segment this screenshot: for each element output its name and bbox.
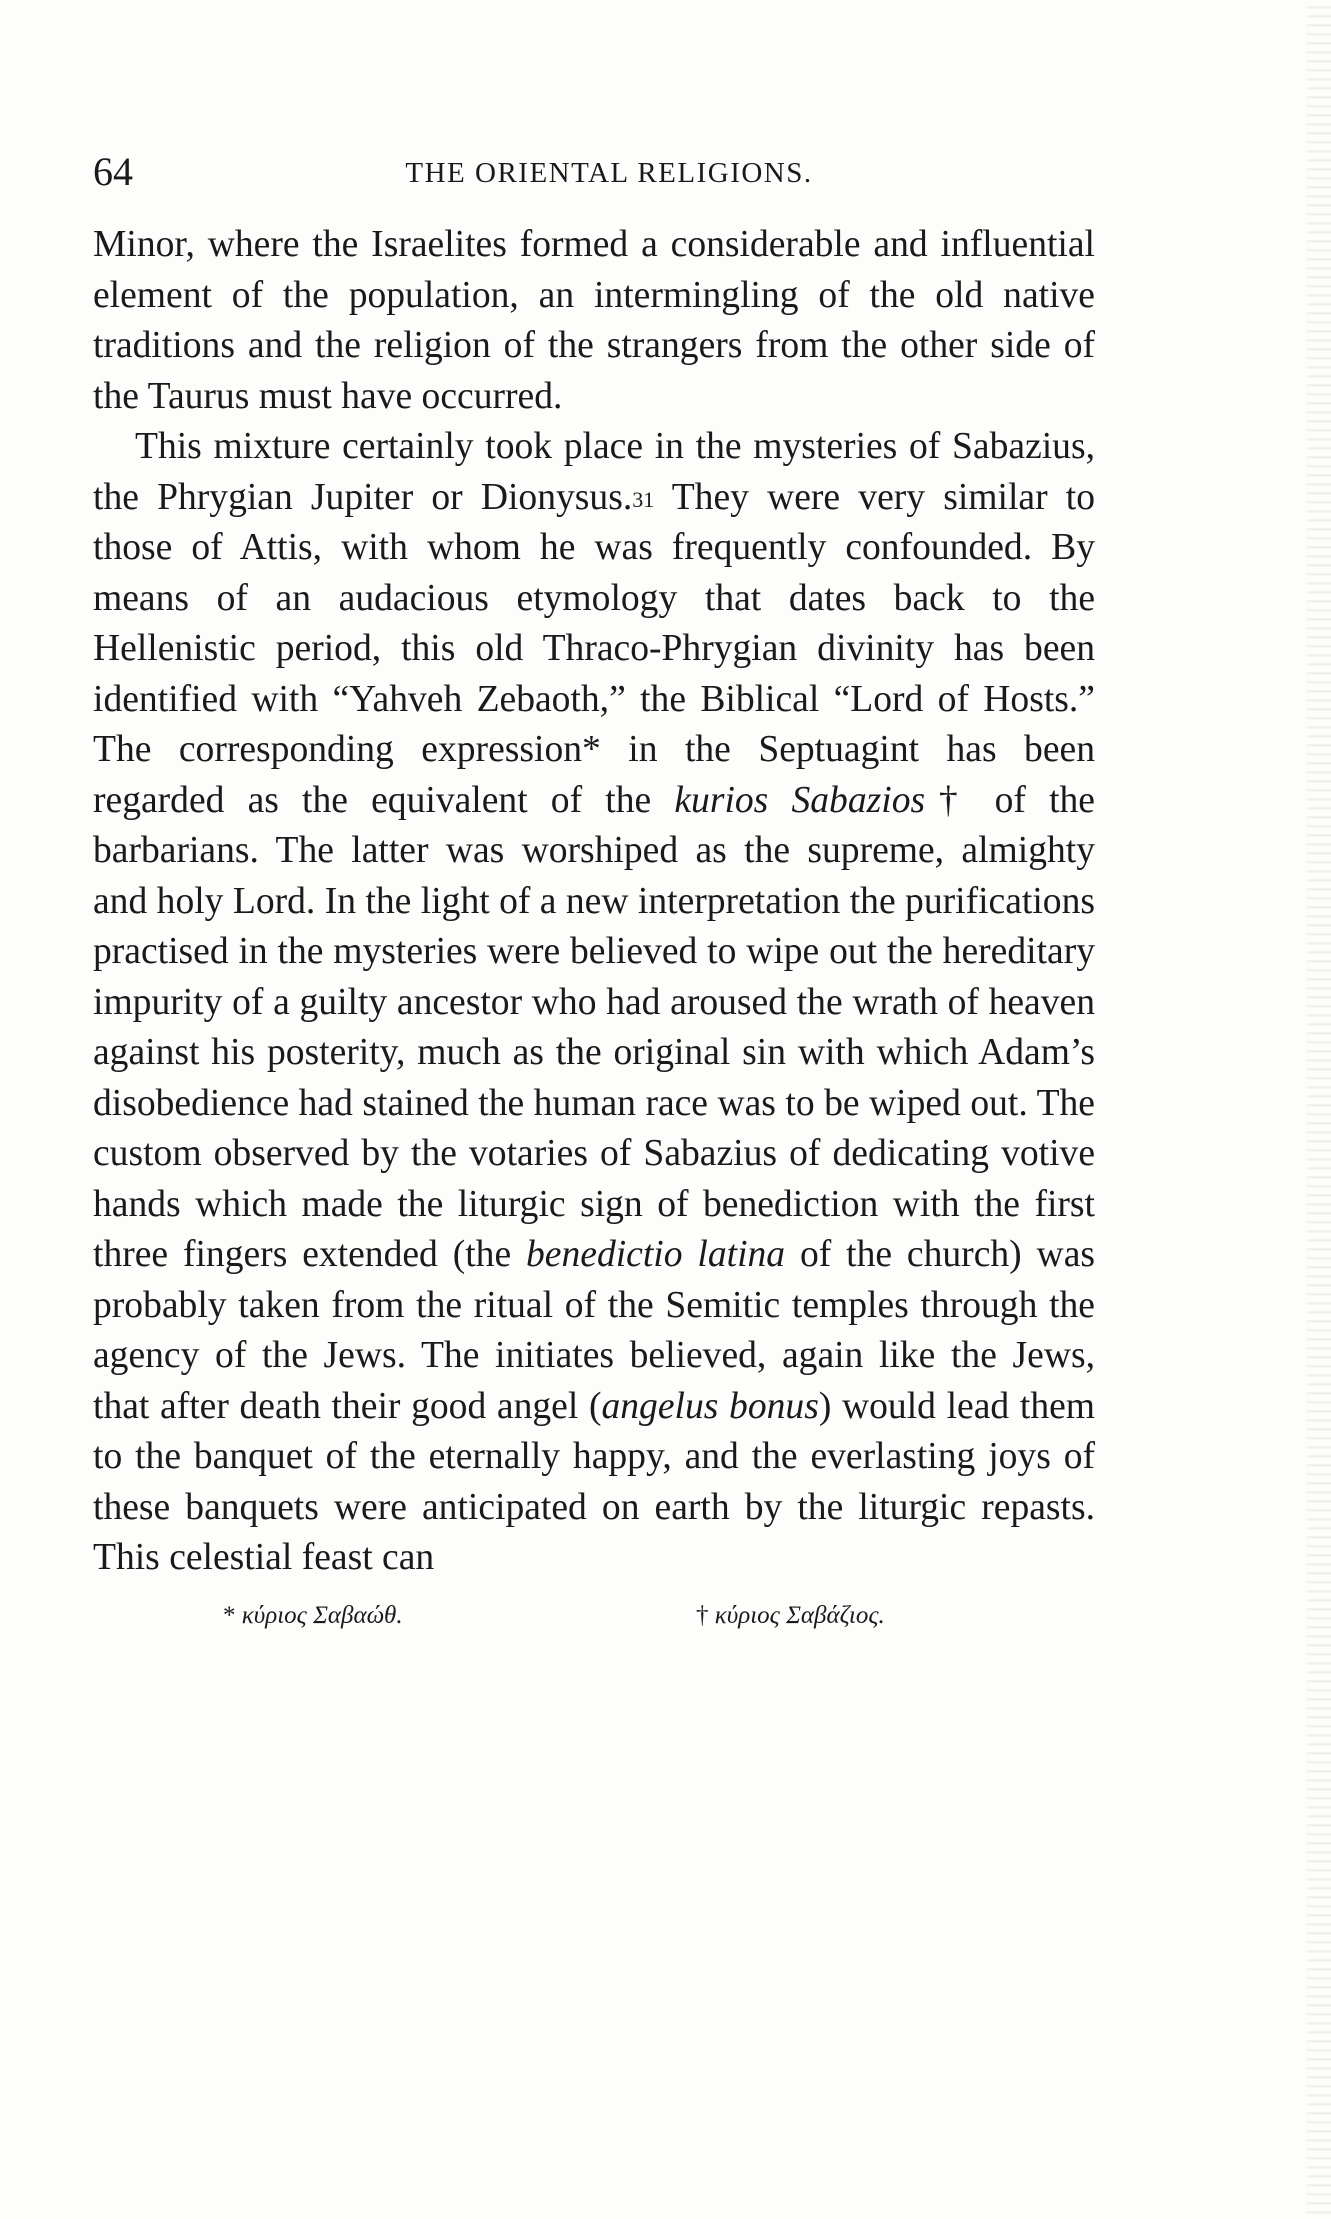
paragraph-1: Minor, where the Israelites formed a considerable and influential element of the population, an intermingling of the old native traditions and the religion of the strangers from the other side of the Taurus must have occurred. xyxy=(93,224,1095,417)
footnote-asterisk-mark: * xyxy=(223,1601,242,1629)
footnote-asterisk xyxy=(223,1602,403,1630)
running-head: THE ORIENTAL RELIGIONS. xyxy=(405,157,813,189)
page-number: 64 xyxy=(93,149,133,194)
paragraph-2-part-b: They were very similar to those of Attis, with whom he was frequently confounded. By means of an audacious etymology that dates back to the Hellenistic period, this old Thraco-Phrygian divinity has been identified with “Yahveh Zebaoth,” the Biblical “Lord of Hosts.” The corresponding expression* in the Septuagint has been regarded as the equivalent of the xyxy=(93,476,1095,821)
footnote-asterisk-text: κύριος Σαβαώθ. xyxy=(241,1601,403,1629)
footnotes xyxy=(93,1602,1095,1642)
footnote-dagger-mark: † xyxy=(696,1601,715,1629)
page-edge-texture xyxy=(1307,0,1331,2219)
paragraph-2 xyxy=(93,422,1095,1584)
paragraph-2-part-d: of the church) was probably taken from the ritual of the Semitic temples through the agency of the Jews. The initiates believed, again like the Jews, that after death their good angel ( xyxy=(93,1234,1095,1427)
note-reference-31: 31 xyxy=(632,486,655,512)
page-header xyxy=(93,150,1095,200)
paragraph-2-part-a: This mixture certainly took place in the mysteries of Sabazius, the Phrygian Jupiter or Dionysus. xyxy=(93,426,1095,518)
book-page xyxy=(93,150,1095,1642)
paragraph-2-part-e: ) would lead them to the banquet of the eternally happy, and the everlasting joys of these banquets were anticipated on earth by the liturgic repasts. This celestial feast can xyxy=(93,1385,1096,1578)
footnote-dagger xyxy=(696,1602,885,1630)
italic-benedictio-latina: benedictio latina xyxy=(526,1234,786,1275)
italic-kurios-sabazios: kurios Sabazios xyxy=(674,779,926,821)
paragraph-2-part-c: of the barbarians. The latter was worshiped as the supreme, almighty and holy Lord. In the light of a new interpretation the purifications practised in the mysteries were believed to wipe out the hereditary impurity of a guilty ancestor who had aroused the wrath of heaven against his posterity, much as the original sin with which Adam’s disobedience had stained the human race was to be wiped out. The custom observed by the votaries of Sabazius of dedicating votive hands which made the liturgic sign of benediction with the first three fingers extended (the xyxy=(93,779,1095,1275)
dagger-mark: † xyxy=(925,779,972,821)
italic-angelus-bonus: angelus bonus xyxy=(601,1385,819,1427)
body-text xyxy=(93,220,1095,1584)
footnote-dagger-text: κύριος Σαβάζιος. xyxy=(714,1601,885,1629)
